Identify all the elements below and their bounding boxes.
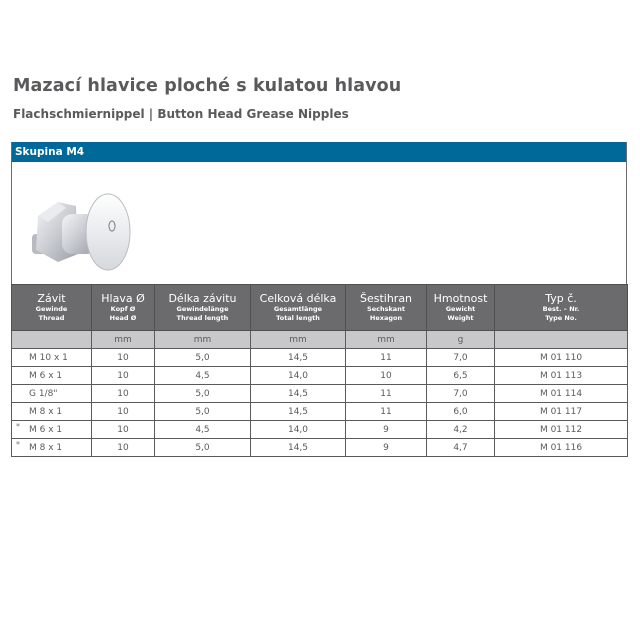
weight-cell: 6,5: [427, 367, 495, 385]
total-length-cell: 14,5: [251, 439, 346, 457]
total-length-cell: 14,5: [251, 385, 346, 403]
table-row: [12, 421, 628, 439]
type-no-cell: M 01 113: [495, 367, 628, 385]
type-no-cell: M 01 110: [495, 349, 628, 367]
table-row: [12, 349, 628, 367]
thread-cell: * M 8 x 1: [12, 439, 92, 457]
weight-cell: 4,2: [427, 421, 495, 439]
weight-cell: 4,7: [427, 439, 495, 457]
table-row: [12, 385, 628, 403]
type-no-cell: M 01 112: [495, 421, 628, 439]
unit-cell: [12, 331, 92, 349]
table-row: [12, 403, 628, 421]
unit-cell: g: [427, 331, 495, 349]
head-diameter-cell: 10: [92, 403, 155, 421]
type-no-cell: M 01 116: [495, 439, 628, 457]
head-diameter-cell: 10: [92, 349, 155, 367]
column-header-type-no: Typ č. Best. – Nr. Type No.: [495, 285, 628, 331]
type-no-cell: M 01 117: [495, 403, 628, 421]
product-group-panel: [11, 142, 627, 284]
units-row: [12, 331, 628, 349]
unit-cell: [495, 331, 628, 349]
unit-cell: mm: [346, 331, 427, 349]
thread-cell: G 1/8": [12, 385, 92, 403]
weight-cell: 7,0: [427, 385, 495, 403]
thread-length-cell: 5,0: [155, 439, 251, 457]
footnote-mark: *: [16, 440, 20, 449]
head-diameter-cell: 10: [92, 421, 155, 439]
thread-cell: M 8 x 1: [12, 403, 92, 421]
type-no-cell: M 01 114: [495, 385, 628, 403]
thread-length-cell: 4,5: [155, 421, 251, 439]
hexagon-cell: 11: [346, 385, 427, 403]
column-header-head-diameter: Hlava Ø Kopf Ø Head Ø: [92, 285, 155, 331]
table-row: [12, 367, 628, 385]
page-title: Mazací hlavice ploché s kulatou hlavou: [13, 76, 402, 96]
head-diameter-cell: 10: [92, 439, 155, 457]
hexagon-cell: 11: [346, 403, 427, 421]
hexagon-cell: 11: [346, 349, 427, 367]
unit-cell: mm: [251, 331, 346, 349]
table-header-row: [12, 285, 628, 331]
total-length-cell: 14,0: [251, 421, 346, 439]
total-length-cell: 14,5: [251, 349, 346, 367]
table-row: [12, 439, 628, 457]
column-header-thread-length: Délka závitu Gewindelänge Thread length: [155, 285, 251, 331]
weight-cell: 7,0: [427, 349, 495, 367]
footnote-mark: *: [16, 422, 20, 431]
thread-cell: M 10 x 1: [12, 349, 92, 367]
page-subtitle: Flachschmiernippel | Button Head Grease Nipples: [13, 107, 349, 121]
thread-length-cell: 5,0: [155, 349, 251, 367]
hexagon-cell: 9: [346, 421, 427, 439]
thread-cell: * M 6 x 1: [12, 421, 92, 439]
thread-cell: M 6 x 1: [12, 367, 92, 385]
head-diameter-cell: 10: [92, 367, 155, 385]
total-length-cell: 14,0: [251, 367, 346, 385]
head-diameter-cell: 10: [92, 385, 155, 403]
weight-cell: 6,0: [427, 403, 495, 421]
specification-table: [11, 284, 628, 457]
grease-nipple-image: [26, 176, 136, 276]
unit-cell: mm: [92, 331, 155, 349]
column-header-hexagon: Šestihran Sechskant Hexagon: [346, 285, 427, 331]
unit-cell: mm: [155, 331, 251, 349]
column-header-total-length: Celková délka Gesamtlänge Total length: [251, 285, 346, 331]
thread-length-cell: 5,0: [155, 403, 251, 421]
column-header-weight: Hmotnost Gewicht Weight: [427, 285, 495, 331]
thread-length-cell: 5,0: [155, 385, 251, 403]
group-header-bar: Skupina M4: [12, 142, 626, 164]
column-header-thread: Závit Gewinde Thread: [12, 285, 92, 331]
thread-length-cell: 4,5: [155, 367, 251, 385]
total-length-cell: 14,5: [251, 403, 346, 421]
hexagon-cell: 9: [346, 439, 427, 457]
hexagon-cell: 10: [346, 367, 427, 385]
